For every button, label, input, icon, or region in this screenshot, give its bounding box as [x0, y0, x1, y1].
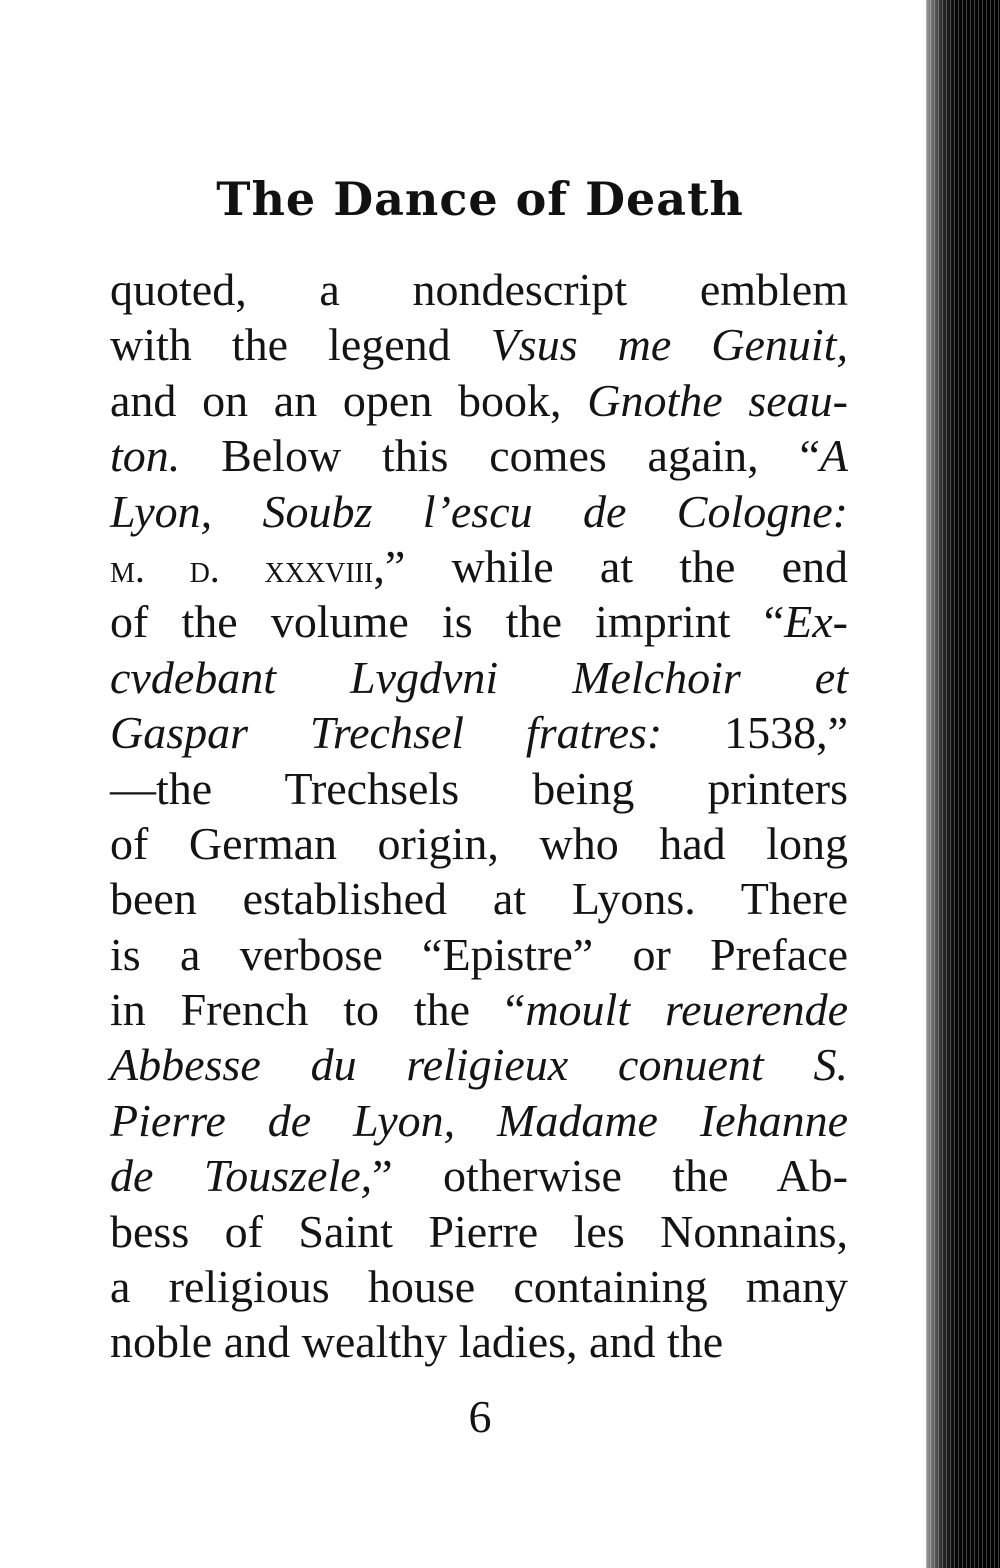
- text-run: of the volume is the imprint “: [110, 596, 785, 648]
- italic-text-run: Gnothe seau-: [587, 374, 848, 426]
- text-run: been established at Lyons. There: [110, 873, 848, 925]
- text-run: ” otherwise the Ab-: [372, 1150, 848, 1202]
- text-run: and on an open book,: [110, 374, 588, 426]
- text-line: [110, 1204, 848, 1259]
- text-run: with the legend: [110, 319, 491, 371]
- text-run: is a verbose “Epistre” or Preface: [110, 928, 848, 980]
- page-edge-shadow: [926, 0, 1000, 1568]
- italic-text-run: A: [819, 430, 848, 482]
- text-run: noble and wealthy ladies, and the: [110, 1316, 724, 1368]
- text-run: quoted, a nondescript emblem: [110, 264, 848, 315]
- text-line: [110, 373, 848, 428]
- text-line: [110, 705, 848, 760]
- italic-text-run: Abbesse du religieux conuent S.: [110, 1039, 848, 1091]
- text-line: [110, 428, 848, 483]
- text-line: [110, 1093, 848, 1148]
- text-run: ,” while at the end: [373, 540, 848, 592]
- text-run: a religious house containing many: [110, 1261, 848, 1313]
- text-run: of German origin, who had long: [110, 817, 848, 869]
- text-line: [110, 262, 848, 317]
- italic-text-run: de Touszele,: [110, 1150, 373, 1202]
- text-line: [110, 927, 848, 982]
- running-head: The Dance of Death: [216, 172, 744, 226]
- text-line: [110, 1314, 848, 1369]
- text-run: 1538,”: [662, 707, 848, 759]
- text-run: bess of Saint Pierre les Nonnains,: [110, 1205, 848, 1257]
- text-line: [110, 982, 848, 1037]
- italic-text-run: ton.: [110, 430, 181, 482]
- text-line: [110, 650, 848, 705]
- text-line: [110, 871, 848, 926]
- italic-text-run: Ex-: [784, 596, 848, 648]
- text-line: [110, 1037, 848, 1092]
- italic-text-run: cvdebant Lvgdvni Melchoir et: [110, 651, 848, 703]
- italic-text-run: moult reuerende: [525, 984, 848, 1036]
- italic-text-run: Lyon, Soubz l’escu de Cologne:: [110, 485, 848, 537]
- text-line: [110, 484, 848, 539]
- italic-text-run: Vsus me Genuit,: [490, 319, 848, 371]
- italic-text-run: Gaspar Trechsel fratres:: [110, 707, 663, 759]
- text-line: [110, 317, 848, 372]
- text-run: —the Trechsels being printers: [110, 762, 848, 814]
- text-line: [110, 1148, 848, 1203]
- italic-text-run: Pierre de Lyon, Madame Iehanne: [110, 1094, 848, 1146]
- body-text: [110, 262, 848, 1370]
- text-run: in French to the “: [110, 984, 526, 1036]
- small-caps-text-run: m. d. xxxviii: [110, 545, 374, 591]
- page-number: 6: [468, 1391, 492, 1442]
- text-line: [110, 816, 848, 871]
- text-line: [110, 1259, 848, 1314]
- text-run: Below this comes again, “: [180, 430, 820, 482]
- text-line: [110, 594, 848, 649]
- text-line: [110, 539, 848, 594]
- text-line: [110, 761, 848, 816]
